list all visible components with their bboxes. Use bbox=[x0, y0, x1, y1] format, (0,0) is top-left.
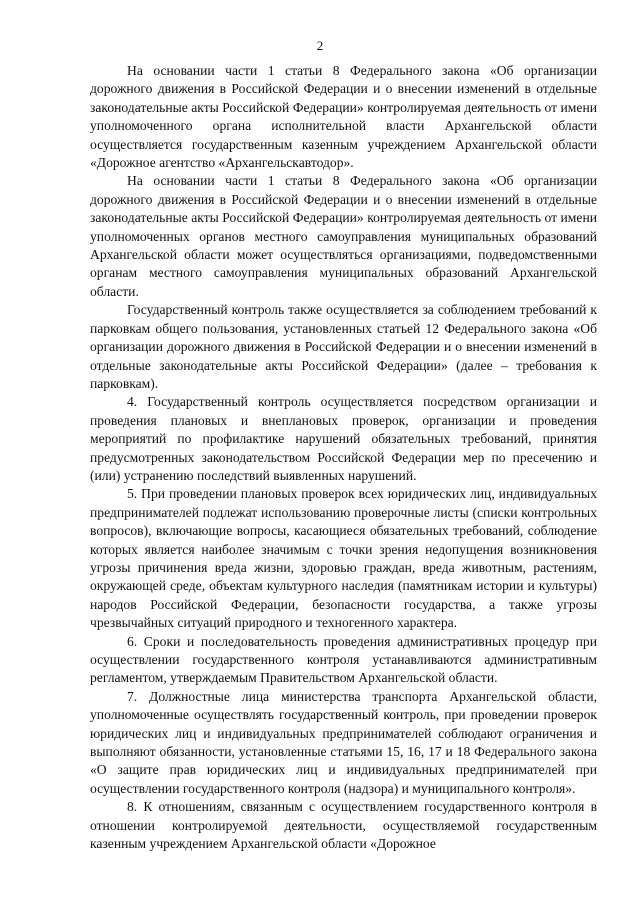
paragraph-municipal-organizations: На основании части 1 статьи 8 Федерального закона «Об организации дорожного движения в Российской Федерации и о внесении изменений в отдельные законодательные акты Российской Федерации» контролируемая деятельность от имени уполномоченных органов местного самоуправления муниципальных образований Архангельской области может осуществляться организациями, подведомственными органам местного самоуправления муниципальных образований Архангельской области. bbox=[90, 173, 597, 299]
paragraph-parking-requirements: Государственный контроль также осуществляется за соблюдением требований к парковкам общего пользования, установленных статьей 12 Федерального закона «Об организации дорожного движения в Российской Федерации и о внесении изменений в отдельные законодательные акты Российской Федерации» (далее – требования к парковкам). bbox=[90, 302, 597, 391]
paragraph-item-5: 5. При проведении плановых проверок всех юридических лиц, индивидуальных предпринимателей подлежат использованию проверочные листы (списки контрольных вопросов), включающие вопросы, касающиеся обязательных требований, соблюдение которых является наиболее значимым с точки зрения недопущения возникновения угрозы причинения вреда жизни, здоровью граждан, вреда животным, растениям, окружающей среде, объектам культурного наследия (памятникам истории и культуры) народов Российской Федерации, безопасности государства, а также угрозы чрезвычайных ситуаций природного и техногенного характера. bbox=[90, 486, 597, 631]
paragraph-item-8: 8. К отношениям, связанным с осуществлением государственного контроля в отношении контролируемой деятельности, осуществляемой государственным казенным учреждением Архангельской области «Дорожное bbox=[90, 799, 597, 852]
document-body bbox=[90, 62, 597, 853]
page-number: 2 bbox=[316, 38, 324, 53]
paragraph-item-4: 4. Государственный контроль осуществляется посредством организации и проведения плановых и внеплановых проверок, организации и проведения мероприятий по профилактике нарушений обязательных требований, принятия предусмотренных законодательством Российской Федерации мер по пресечению и (или) устранению последствий выявленных нарушений. bbox=[90, 394, 597, 483]
paragraph-contractor-agency: На основании части 1 статьи 8 Федерального закона «Об организации дорожного движения в Российской Федерации и о внесении изменений в отдельные законодательные акты Российской Федерации» контролируемая деятельность от имени уполномоченного органа исполнительной власти Архангельской области осуществляется государственным казенным учреждением Архангельской области «Дорожное агентство «Архангельскавтодор». bbox=[90, 63, 597, 171]
paragraph-item-6: 6. Сроки и последовательность проведения административных процедур при осуществлении государственного контроля устанавливаются административным регламентом, утверждаемым Правительством Архангельской области. bbox=[90, 633, 597, 686]
paragraph-item-7: 7. Должностные лица министерства транспорта Архангельской области, уполномоченные осуществлять государственный контроль, при проведении проверок юридических лиц и индивидуальных предпринимателей соблюдают ограничения и выполняют обязанности, установленные статьями 15, 16, 17 и 18 Федерального закона «О защите прав юридических лиц и индивидуальных предпринимателей при осуществлении государственного контроля (надзора) и муниципального контроля». bbox=[90, 688, 597, 796]
